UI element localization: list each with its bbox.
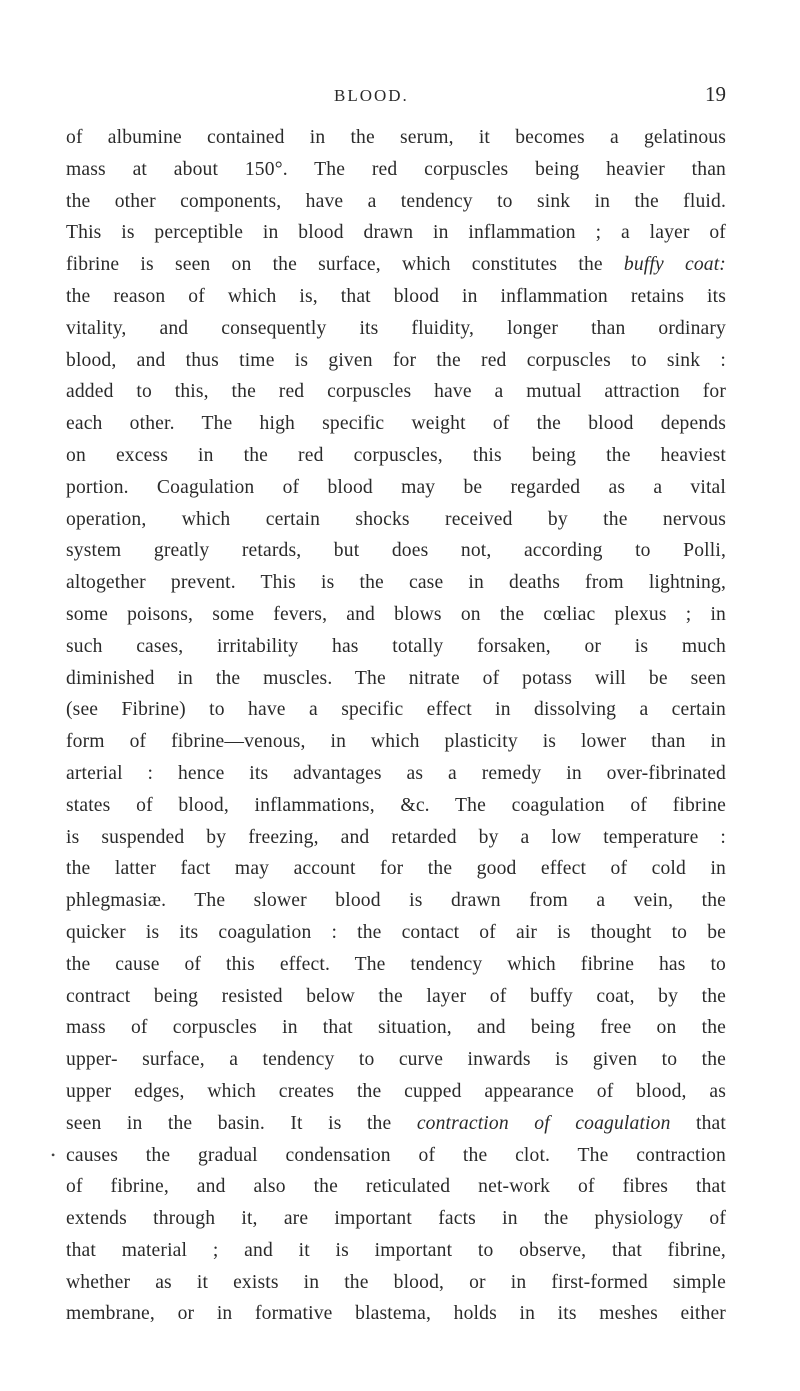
text-line (66, 822, 726, 854)
text-run: the reason of which is, that blood in inflammation retains its (66, 285, 726, 307)
text-line (66, 1044, 726, 1076)
text-run: whether as it exists in the blood, or in first-formed simple (66, 1271, 726, 1293)
text-line (66, 1076, 726, 1108)
text-line (66, 917, 726, 949)
text-run: system greatly retards, but does not, according to Polli, (66, 540, 726, 562)
text-run: states of blood, inflammations, &c. The coagulation of fibrine (66, 794, 726, 816)
text-run: the cause of this effect. The tendency which fibrine has to (66, 953, 726, 975)
text-line (66, 790, 726, 822)
text-run: mass of corpuscles in that situation, and being free on the (66, 1017, 726, 1039)
text-run: contract being resisted below the layer of buffy coat, by the (66, 985, 726, 1007)
text-run: upper- surface, a tendency to curve inwards is given to the (66, 1049, 726, 1071)
text-run: diminished in the muscles. The nitrate of potass will be seen (66, 667, 726, 689)
text-run: that material ; and it is important to observe, that fibrine, (66, 1239, 726, 1261)
text-run: the latter fact may account for the good effect of cold in (66, 858, 726, 880)
text-run: extends through it, are important facts in the physiology of (66, 1208, 726, 1230)
text-line (66, 535, 726, 567)
margin-mark: • (51, 1147, 56, 1162)
text-line (66, 249, 726, 281)
text-line (66, 1203, 726, 1235)
text-line (66, 853, 726, 885)
text-run: membrane, or in formative blastema, holds in its meshes either (66, 1303, 726, 1325)
text-run: mass at about 150°. The red corpuscles being heavier than (66, 158, 726, 180)
text-line (66, 154, 726, 186)
text-run: seen in the basin. It is the (66, 1112, 417, 1134)
text-line (66, 758, 726, 790)
text-line (66, 726, 726, 758)
text-run: of fibrine, and also the reticulated net-work of fibres that (66, 1176, 726, 1198)
text-line (66, 313, 726, 345)
text-line (66, 408, 726, 440)
text-line (66, 949, 726, 981)
text-line (66, 663, 726, 695)
text-run: blood, and thus time is given for the red corpuscles to sink : (66, 349, 726, 371)
text-line (66, 504, 726, 536)
text-run: each other. The high specific weight of the blood depends (66, 413, 726, 435)
text-run: such cases, irritability has totally forsaken, or is much (66, 635, 726, 657)
text-line (66, 186, 726, 218)
text-line (66, 1108, 726, 1140)
text-run: arterial : hence its advantages as a remedy in over-fibrinated (66, 762, 726, 784)
text-run: portion. Coagulation of blood may be regarded as a vital (66, 476, 726, 498)
text-line (66, 1171, 726, 1203)
text-run: vitality, and consequently its fluidity, longer than ordinary (66, 317, 726, 339)
text-line (66, 885, 726, 917)
text-line (66, 1298, 726, 1330)
text-run: on excess in the red corpuscles, this being the heaviest (66, 444, 726, 466)
running-head (66, 78, 726, 112)
text-run: upper edges, which creates the cupped appearance of blood, as (66, 1080, 726, 1102)
text-line (66, 567, 726, 599)
text-run: the other components, have a tendency to sink in the fluid. (66, 190, 726, 212)
text-run: quicker is its coagulation : the contact of air is thought to be (66, 921, 726, 943)
text-run: is suspended by freezing, and retarded by a low temperature : (66, 826, 726, 848)
text-run: altogether prevent. This is the case in deaths from lightning, (66, 572, 726, 594)
running-title: BLOOD. (334, 86, 409, 105)
text-line (66, 281, 726, 313)
text-line (66, 472, 726, 504)
text-run: added to this, the red corpuscles have a mutual attraction for (66, 381, 726, 403)
text-line (66, 440, 726, 472)
text-run: some poisons, some fevers, and blows on the cœliac plexus ; in (66, 603, 726, 625)
text-run: phlegmasiæ. The slower blood is drawn from a vein, the (66, 890, 726, 912)
text-line (66, 981, 726, 1013)
italic-phrase: buffy coat: (623, 254, 726, 276)
text-run: causes the gradual condensation of the clot. The contraction (66, 1144, 726, 1166)
text-line (66, 694, 726, 726)
text-line (66, 217, 726, 249)
text-line (66, 122, 726, 154)
text-line (66, 345, 726, 377)
italic-phrase: contraction of coagulation (416, 1112, 671, 1134)
text-run: operation, which certain shocks received by the nervous (66, 508, 726, 530)
page-number: 19 (705, 82, 726, 106)
text-line (66, 376, 726, 408)
body-text (51, 122, 726, 1330)
text-line (66, 599, 726, 631)
text-run: fibrine is seen on the surface, which constitutes the (66, 254, 624, 276)
text-line (66, 1012, 726, 1044)
book-page (51, 78, 726, 1330)
text-line (66, 1235, 726, 1267)
text-run: (see Fibrine) to have a specific effect in dissolving a certain (66, 699, 726, 721)
text-run: form of fibrine—venous, in which plasticity is lower than in (66, 731, 726, 753)
text-line (51, 1140, 726, 1172)
text-run: that (670, 1112, 726, 1134)
text-run: This is perceptible in blood drawn in inflammation ; a layer of (66, 222, 726, 244)
text-line (66, 1267, 726, 1299)
text-run: of albumine contained in the serum, it becomes a gelatinous (66, 127, 726, 148)
text-line (66, 631, 726, 663)
